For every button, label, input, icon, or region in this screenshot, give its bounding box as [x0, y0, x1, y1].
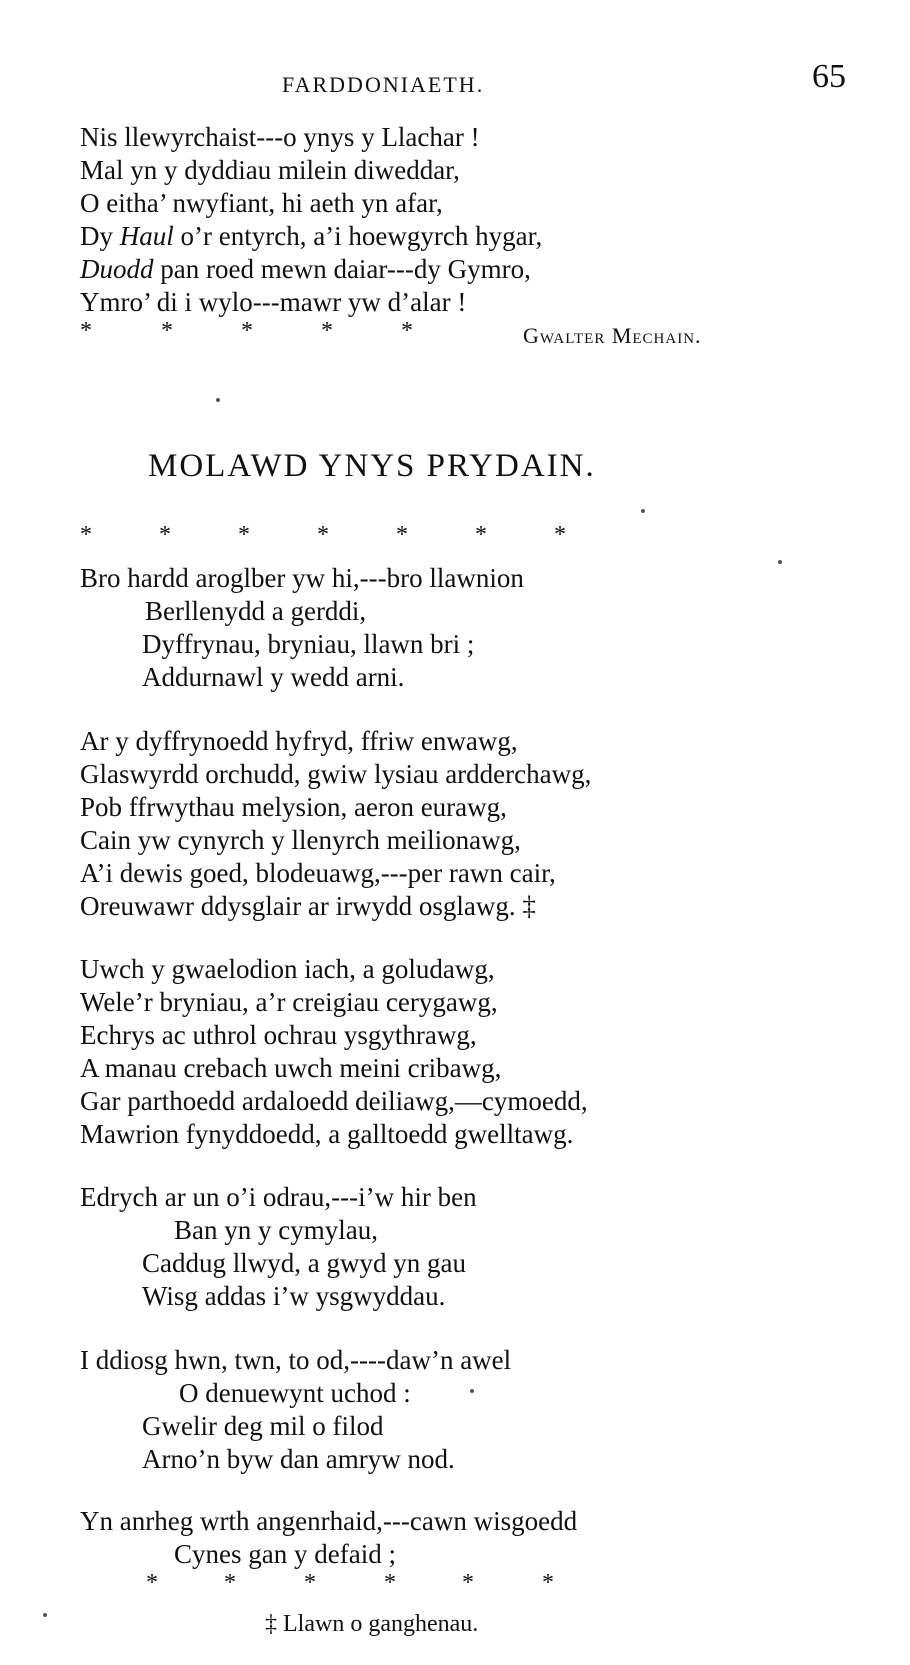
asterisk: * [304, 1570, 316, 1596]
verse-line: Wele’r bryniau, a’r creigiau cerygawg, [80, 987, 498, 1017]
verse-line: A’i dewis goed, blodeuawg,---per rawn cair, [80, 858, 556, 888]
verse-line: Wisg addas i’w ysgwyddau. [142, 1281, 446, 1311]
print-speck [216, 398, 220, 402]
italic-word: Haul [119, 221, 174, 251]
asterisk: * [80, 318, 92, 344]
verse-line: Ar y dyffrynoedd hyfryd, ffriw enwawg, [80, 726, 518, 756]
asterisk: * [80, 522, 92, 548]
verse-line: Bro hardd aroglber yw hi,---bro llawnion [80, 563, 524, 593]
previous-poem-ending [80, 121, 542, 319]
italic-word: Duodd [80, 254, 154, 284]
asterisk: * [146, 1570, 158, 1596]
verse-line: Glaswyrdd orchudd, gwiw lysiau ardderchawg, [80, 759, 592, 789]
asterisk: * [159, 522, 171, 548]
stanza [80, 562, 524, 694]
asterisk: * [321, 318, 333, 344]
verse-line: Dy Haul o’r entyrch, a’i hoewgyrch hygar, [80, 221, 543, 251]
verse-line: Nis llewyrchaist---o ynys y Llachar ! [80, 122, 480, 152]
verse-line: Mal yn y dyddiau milein diweddar, [80, 155, 460, 185]
verse-line: I ddiosg hwn, twn, to od,----daw’n awel [80, 1345, 512, 1375]
asterisk: * [554, 522, 566, 548]
verse-line: Yn anrheg wrth angenrhaid,---cawn wisgoedd [80, 1506, 578, 1536]
asterisk: * [384, 1570, 396, 1596]
author-attribution: Gwalter Mechain. [523, 323, 702, 348]
verse-line: Pob ffrwythau melysion, aeron eurawg, [80, 792, 507, 822]
asterisk: * [161, 318, 173, 344]
stanza [80, 953, 588, 1151]
verse-line: Gwelir deg mil o filod [142, 1411, 384, 1441]
verse-line: Edrych ar un o’i odrau,---i’w hir ben [80, 1182, 477, 1212]
verse-line: Uwch y gwaelodion iach, a goludawg, [80, 954, 495, 984]
asterism-separator [80, 316, 420, 346]
print-speck [641, 509, 645, 513]
verse-line: Dyffrynau, bryniau, llawn bri ; [142, 629, 475, 659]
stanza [80, 1181, 477, 1313]
verse-line: A manau crebach uwch meini cribawg, [80, 1053, 502, 1083]
stanza [80, 1505, 577, 1571]
stanza [80, 1344, 511, 1476]
print-speck [778, 560, 782, 564]
verse-line: Addurnawl y wedd arni. [142, 662, 405, 692]
verse-line: Echrys ac uthrol ochrau ysgythrawg, [80, 1020, 477, 1050]
asterisk: * [396, 522, 408, 548]
verse-line: Ban yn y cymylau, [174, 1215, 378, 1245]
asterism-separator [80, 520, 580, 550]
asterisk: * [317, 522, 329, 548]
asterisk: * [224, 1570, 236, 1596]
verse-line: Oreuwawr ddysglair ar irwydd osglawg. ‡ [80, 891, 536, 921]
print-speck [43, 1613, 47, 1617]
verse-line: Ymro’ di i wylo---mawr yw d’alar ! [80, 287, 467, 317]
asterisk: * [241, 318, 253, 344]
asterisk: * [401, 318, 413, 344]
verse-line: Cain yw cynyrch y llenyrch meilionawg, [80, 825, 521, 855]
asterisk: * [462, 1570, 474, 1596]
asterisk: * [542, 1570, 554, 1596]
asterisk: * [238, 522, 250, 548]
verse-line: O eitha’ nwyfiant, hi aeth yn afar, [80, 188, 443, 218]
footnote: ‡ Llawn o ganghenau. [265, 1611, 479, 1637]
stanza [80, 725, 591, 923]
verse-line: Cynes gan y defaid ; [174, 1539, 396, 1569]
running-title: FARDDONIAETH. [282, 72, 485, 97]
asterism-separator [146, 1568, 566, 1598]
page-number: 65 [812, 58, 846, 95]
print-speck [470, 1389, 474, 1393]
verse-line: Berllenydd a gerddi, [145, 596, 367, 626]
verse-line: Duodd pan roed mewn daiar---dy Gymro, [80, 254, 531, 284]
verse-line: Gar parthoedd ardaloedd deiliawg,—cymoedd, [80, 1086, 588, 1116]
verse-line: Arno’n byw dan amryw nod. [142, 1444, 455, 1474]
verse-line: Mawrion fynyddoedd, a galltoedd gwelltawg. [80, 1119, 574, 1149]
verse-line: Caddug llwyd, a gwyd yn gau [142, 1248, 466, 1278]
asterisk: * [475, 522, 487, 548]
verse-line: O denuewynt uchod : [179, 1378, 411, 1408]
poem-title: MOLAWD YNYS PRYDAIN. [148, 448, 596, 484]
